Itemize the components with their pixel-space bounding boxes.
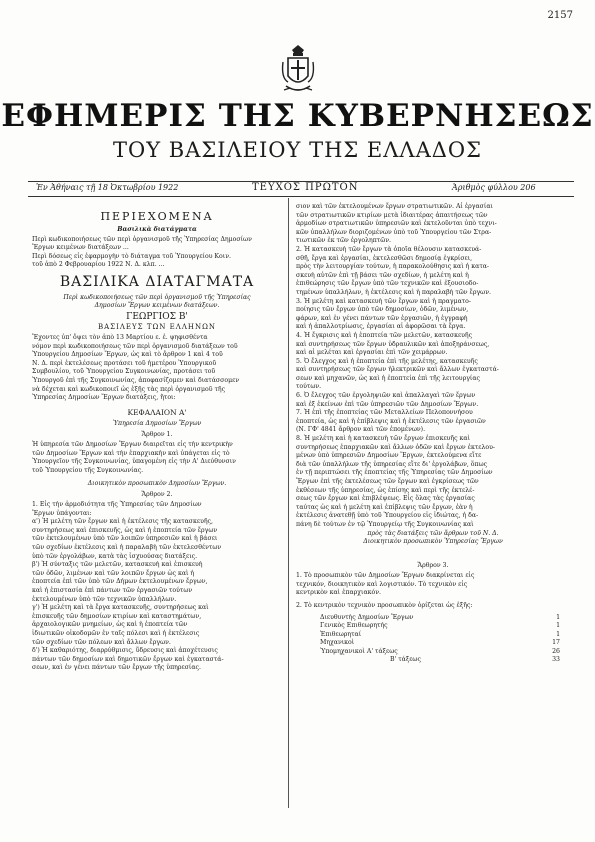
chapter-heading: ΚΕΦΑΛΑΙΟΝ Α' bbox=[127, 408, 187, 417]
text-line: Συμβουλίου, τοῦ Ὑπουργείου Συγκοινωνίας, προτάσει τοῦ bbox=[32, 368, 216, 376]
text-line: πάντων τῶν δημοσίων καὶ δημοτικῶν ἔργων καὶ ἐγκαταστά- bbox=[32, 655, 224, 663]
text-line: 6. Ὁ ἔλεγχος τῶν ἐργοληψιῶν καὶ ἀπαλλαγαὶ τῶν ἔργων bbox=[296, 392, 476, 400]
table-row bbox=[320, 648, 560, 656]
text-line: τημένων ὑπαλλήλων, ἡ ἐκτέλεσις καὶ ἡ παραλαβὴ τῶν ἔργων. bbox=[296, 288, 491, 296]
text-line: ἐκτέλεσις ἀνατεθῇ ὑπὸ τοῦ Ὑπουργείου εἰς ἰδιώτας, ἡ δα- bbox=[296, 512, 479, 520]
text-line: τῶν σχεδίων ἐκτέλεσις καὶ ἡ παραλαβὴ τῶν ἐκτελεσθέντων bbox=[32, 543, 222, 551]
table-row bbox=[320, 614, 560, 622]
royal-crest-icon bbox=[280, 44, 316, 96]
text-line: τιωτικῶν ἐκ τῶν ἐργοληπτῶν. bbox=[296, 237, 392, 245]
section-heading: Διοικητικὸν προσωπικὸν Δημοσίων Ἔργων. bbox=[87, 480, 227, 487]
king-name: ΓΕΩΡΓΙΟΣ Β' bbox=[126, 312, 188, 322]
text-line: σεως τῶν ἔργων καὶ ἐπιβλέψεως. Εἰς ὅλας τὰς ἐργασίας bbox=[296, 495, 475, 503]
text-line: Ὑπουργοῦ ἐπὶ τῆς Συγκοινωνίας, ἀποφασίζομεν καὶ διατάσσομεν bbox=[32, 376, 240, 384]
table-row bbox=[320, 639, 560, 647]
table-cell-label: Ἐπιθεωρηταί bbox=[320, 630, 362, 638]
decree-subject bbox=[32, 294, 282, 311]
text-line: τῶν σχεδίων τῶν πόλεων καὶ ἄλλων ἔργων. bbox=[32, 638, 171, 646]
contents-item: Ἔργων κειμένων διατάξεων ... bbox=[32, 244, 129, 252]
text-line: ποίησις τῶν ἔργων ὑπὸ τῶν δημοσίων, ὁδῶν, λιμένων, bbox=[296, 306, 469, 314]
text-line: τῶν Δημοσίων Ἔργων καὶ τὴν ἐπαρχιακὴν καὶ ὑπάγεται εἰς τὸ bbox=[32, 449, 230, 457]
text-line: ἁρμοδίων στρατιωτικῶν ὑπηρεσιῶν καὶ ἐκτελοῦνται ὑπὸ τεχνι- bbox=[296, 220, 497, 228]
text-line: τοῦ Ὑπουργείου τῆς Συγκοινωνίας. bbox=[32, 466, 144, 474]
newspaper-subtitle: ΤΟΥ ΒΑΣΙΛΕΙΟΥ ΤΗΣ ΕΛΛΑΔΟΣ bbox=[113, 138, 482, 162]
table-cell-label: Γενικὸς Επιθεωρητής bbox=[320, 622, 388, 630]
table-row bbox=[320, 622, 560, 630]
text-line: τούτων. bbox=[296, 383, 322, 391]
text-line: πάνη δὲ τούτων ἐν τῷ Ὑπουργείῳ τῆς Συγκοινωνίας καὶ bbox=[296, 520, 474, 528]
article-1-text bbox=[32, 441, 282, 475]
text-line: 2. Ἡ κατασκευὴ τῶν ἔργων τὰ ὁποῖα θέλουσιν κατασκευά- bbox=[296, 245, 482, 253]
text-line: ταύτας ὡς καὶ ἡ μελέτη καὶ ἐπίβλεψις τῶν ἔργων, ἐὰν ἡ bbox=[296, 503, 473, 511]
text-line: ἐπισκευῆς τῶν δημοσίων κτιρίων καὶ καταστημάτων, bbox=[32, 612, 202, 620]
table-cell-value: 33 bbox=[552, 656, 560, 664]
text-line: κῶν ὑπαλλήλων διοριζομένων ὑπὸ τοῦ Ὑπουργείου τῶν Στρα- bbox=[296, 228, 492, 236]
text-line: Ν. Δ. περὶ ἐκτελέσεως προτάσει τοῦ ἡμετέρου Ὑπουργικοῦ bbox=[32, 359, 217, 367]
text-line: ἐν τῇ περιπτώσει τῆς ἐποπτείας τῆς Ὑπηρεσίας τῶν Δημοσίων bbox=[296, 469, 493, 477]
king-title: ΒΑΣΙΛΕΥΣ ΤΩΝ ΕΛΛΗΝΩΝ bbox=[97, 323, 217, 331]
table-row bbox=[320, 656, 560, 664]
text-line: σεων καὶ μηχανῶν, ὡς καὶ ἡ ἐποπτεία ἐπὶ τῆς λειτουργίας bbox=[296, 374, 480, 382]
section-heading: πρὸς τὰς διατάξεις τῶν ἄρθρων τοῦ Ν. Δ. bbox=[367, 529, 499, 537]
text-line: Ἔχοντες ὑπ' ὄψει τὸν ἀπὸ 13 Μαρτίου ε. ἐ. ψηφισθέντα bbox=[32, 334, 208, 341]
table-cell-value: 26 bbox=[552, 647, 560, 655]
text-line: καὶ συντηρήσεως τῶν ἔργων ὑδραυλικῶν καὶ ἀποξηράνσεως, bbox=[296, 340, 490, 348]
text-line: 8. Ἡ μελέτη καὶ ἡ κατασκευὴ τῶν ἔργων ἐπισκευῆς καὶ bbox=[296, 435, 471, 443]
text-line: 4. Ἡ ἔγκρισις καὶ ἡ ἐποπτεία τῶν μελετῶν, κατασκευῆς bbox=[296, 331, 473, 339]
text-line: δ') Ἡ καθαριότης, διαρρύθμισις, ὕδρευσις καὶ ἀποχέτευσις bbox=[32, 647, 218, 655]
text-line: ἐποπτεία ἐπὶ τῶν ὑπὸ τῶν Δήμων ἐκτελουμένων ἔργων, bbox=[32, 578, 208, 586]
text-line: ἰδιωτικῶν οἰκοδομῶν ἐν ταῖς πόλεσι καὶ ἡ ἐκτέλεσις bbox=[32, 629, 200, 637]
text-line: Ἔργων ἐπὶ τῆς ἐκτελέσεως τῶν ἔργων καὶ ἐγκρίσεως τῶν bbox=[296, 478, 479, 485]
right-column-text bbox=[296, 203, 570, 547]
text-line: ἀρχαιολογικῶν μνημείων, ὡς καὶ ἡ ἐποπτεία τῶν bbox=[32, 621, 188, 629]
dateline: Ἐν Ἀθήναις τῇ 18 Ὀκτωβρίου 1922 bbox=[36, 183, 179, 192]
table-cell-label: Διευθυντὴς Δημοσίων Ἔργων bbox=[320, 614, 414, 621]
text-line: ὑπὸ τῶν ἐργολάβων, κατὰ τὰς ἰσχυούσας διατάξεις. bbox=[32, 552, 198, 560]
text-line: 5. Ὁ ἔλεγχος καὶ ἡ ἐποπτεία ἐπὶ τῆς μελέτης, κατασκευῆς bbox=[296, 357, 478, 365]
chapter-title: Ὑπηρεσία Δημοσίων Ἔργων bbox=[112, 420, 202, 427]
text-line: τῶν ἐκτελουμένων ὑπὸ τῶν λοιπῶν ὑπηρεσιῶν καὶ ἡ βάσει bbox=[32, 535, 218, 543]
table-cell-value: 1 bbox=[556, 630, 560, 638]
contents-heading: ΠΕΡΙΕΧΟΜΕΝΑ bbox=[100, 210, 214, 223]
masthead-rule-bottom bbox=[28, 196, 574, 197]
sheet-number: Ἀριθμὸς φύλλου 206 bbox=[452, 183, 536, 192]
decree-subject-line: Περὶ κωδικοποιήσεως τῶν περὶ ὀργανισμοῦ τῆς Ὑπηρεσίας bbox=[63, 294, 251, 301]
text-line: γ') Ἡ μελέτη καὶ τὰ ἔργα κατασκευῆς, συντηρήσεως καὶ bbox=[32, 604, 209, 612]
text-line: ἐκτελουμένων ὑπὸ τῶν τεχνικῶν ὑπαλλήλων. bbox=[32, 595, 177, 603]
table-cell-value: 17 bbox=[552, 639, 560, 647]
text-line: σεων, καὶ ἐν γένει πάντων τῶν ἔργων τῆς ὑπηρεσίας. bbox=[32, 664, 201, 672]
decree-preamble bbox=[32, 334, 282, 403]
text-line: τῶν στρατιωτικῶν κτιρίων μετὰ ἰδιαιτέρας ἀπαιτήσεως τῶν bbox=[296, 211, 488, 219]
issue-label: ΤΕΥΧΟΣ ΠΡΩΤΟΝ bbox=[252, 182, 359, 193]
text-line: νὰ δέχεται καὶ κωδικοποιεῖ ὡς ἑξῆς τὰς περὶ ὀργανισμοῦ τῆς bbox=[32, 385, 226, 393]
text-line: 3. Ἡ μελέτη καὶ κατασκευὴ τῶν ἔργων καὶ ἡ πραγματο- bbox=[296, 297, 472, 305]
newspaper-masthead: ΕΦΗΜΕΡΙΣ ΤΗΣ ΚΥΒΕΡΝΗΣΕΩΣ bbox=[1, 98, 594, 134]
text-line: καὶ ἡ ἀπαλλοτρίωσις, ἐργασίαι αἱ ἀφορῶσαι τὰ ἔργα. bbox=[296, 323, 466, 331]
text-line: β') Ἡ σύνταξις τῶν μελετῶν, κατασκευὴ καὶ ἐπισκευὴ bbox=[32, 561, 203, 569]
text-line: τῶν ὁδῶν, λιμένων καὶ τῶν λοιπῶν ἔργων ὡς καὶ ἡ bbox=[32, 569, 195, 577]
section-heading: Διοικητικὸν προσωπικὸν Ὑπηρεσίας Ἔργων bbox=[363, 538, 503, 546]
text-line: Ὑπουργείου Δημοσίων Ἔργων, ὡς καὶ τὸ ἄρθρον 1 καὶ 4 τοῦ bbox=[32, 351, 223, 359]
text-line: σιον καὶ τῶν ἐκτελουμένων ἔργων στρατιωτικῶν. Αἱ ἐργασίαι bbox=[296, 203, 493, 210]
decree-subject-line: Δημοσίων Ἔργων κειμένων διατάξεων. bbox=[94, 302, 220, 310]
column-divider bbox=[288, 198, 289, 808]
text-line: νόμον περὶ κωδικοποιήσεως τῶν περὶ ὀργανισμοῦ διατάξεων τοῦ bbox=[32, 342, 238, 350]
text-line: καὶ ἐξ ἐκείνων ἐπὶ τῶν ὑπηρεσιῶν τῶν Δημοσίων Ἔργων. bbox=[296, 400, 479, 408]
article-3-text bbox=[296, 572, 570, 598]
table-cell-value: 1 bbox=[556, 622, 560, 630]
text-line: 1. Τὸ προσωπικὸν τῶν Δημοσίων Ἔργων διακρίνεται εἰς bbox=[296, 572, 475, 579]
article-2-heading: Ἄρθρον 2. bbox=[141, 491, 173, 498]
table-cell-label: Β' τάξεως bbox=[390, 656, 421, 664]
text-line: κεντρικὸν καὶ ἐπαρχιακόν. bbox=[296, 589, 381, 597]
text-line: τεχνικόν, διοικητικὸν καὶ λογιστικόν. Τὸ τεχνικὸν εἰς bbox=[296, 580, 468, 588]
staff-table bbox=[320, 614, 560, 664]
text-line: καὶ ἡ ἐπιστασία ἐπὶ πάντων τῶν ἐργασιῶν τούτων bbox=[32, 586, 193, 594]
text-line: καὶ συντηρήσεως τῶν ἔργων ἠλεκτρικῶν καὶ ἄλλων ἐγκαταστά- bbox=[296, 366, 499, 374]
text-line: 7. Ἡ ἐπὶ τῆς ἐποπτείας τῶν Μεταλλείων Πελοποννήσου bbox=[296, 409, 473, 417]
contents-list bbox=[32, 236, 282, 270]
text-line: ἐπιθεώρησις τῶν ἔργων ὑπὸ τῶν τεχνικῶν καὶ ἐξουσιοδο- bbox=[296, 280, 479, 288]
text-line: ἐκθέσεων τῆς ὑπηρεσίας, ὡς ἐπίσης καὶ περὶ τῆς ἐκτελέ- bbox=[296, 486, 475, 494]
contents-item: Περὶ δόσεως εἰς ἐφαρμογὴν τὸ διάταγμα τοῦ Ὑπουργείου Κοιν. bbox=[32, 252, 231, 260]
text-line: συντηρήσεως ἐπαρχιακῶν καὶ ἄλλων ὁδῶν καὶ ἔργων ἐκτελου- bbox=[296, 443, 495, 451]
text-line: ἐποπτεία, ὡς καὶ ἡ ἐπίβλεψις καὶ ἡ ἐκτέλεσις τῶν ἐργασιῶν bbox=[296, 417, 486, 425]
contents-subheading: Βασιλικὰ διατάγματα bbox=[117, 226, 197, 233]
article-3-heading: Ἄρθρον 3. bbox=[417, 562, 449, 569]
article-1-heading: Ἄρθρον 1. bbox=[141, 431, 173, 438]
text-line: σκευὴ αὐτῶν ἐπὶ τῇ βάσει τῶν σχεδίων, ἡ μελέτη καὶ ἡ bbox=[296, 271, 469, 279]
text-line: πρὸς τὴν λειτουργίαν τούτων, ἡ παρακολούθησις καὶ ἡ κατα- bbox=[296, 263, 490, 271]
text-line: μένων ὑπὸ ὑπηρεσιῶν Δημοσίων Ἔργων, ἐκτελούμενα εἴτε bbox=[296, 452, 482, 460]
text-line: Ἔργων ὑπάγονται: bbox=[32, 509, 92, 517]
text-line: καὶ αἱ μελέται καὶ ἐργασίαι ἐπὶ τῶν χειμάρρων. bbox=[296, 349, 448, 357]
text-line: α') Ἡ μελέτη τῶν ἔργων καὶ ἡ ἐκτέλεσις τῆς κατασκευῆς, bbox=[32, 518, 213, 526]
table-cell-label: Μηχανικοὶ bbox=[320, 639, 355, 647]
text-line: συντηρήσεως καὶ ἐπισκευῆς, ὡς καὶ ἡ ἐποπτεία τῶν ἔργων bbox=[32, 526, 218, 534]
text-line: σθῆ, ἔργα καὶ ἐργασίαι, ἐκτελεσθῶσι δημοσίᾳ ἐγκρίσει, bbox=[296, 254, 473, 262]
page-number: 2157 bbox=[547, 10, 573, 21]
text-line: διὰ τῶν ὑπαλλήλων τῆς ὑπηρεσίας εἴτε δι' ἐργολάβων, ὅπως bbox=[296, 460, 488, 468]
text-line: Ἡ ὑπηρεσία τῶν Δημοσίων Ἔργων διαιρεῖται εἰς τὴν κεντρικὴν bbox=[32, 441, 233, 448]
text-line: 1. Εἰς τὴν ἁρμοδιότητα τῆς Ὑπηρεσίας τῶν Δημοσίων bbox=[32, 501, 202, 508]
text-line: Ὑπουργεῖον τῆς Συγκοινωνίας, ὑπαγομένη εἰς τὴν Α' Διεύθυνσιν bbox=[32, 458, 236, 466]
staff-table-intro: 2. Τὸ κεντρικὸν τεχνικὸν προσωπικὸν ὁρίζεται ὡς ἑξῆς: bbox=[296, 602, 473, 609]
decrees-heading: ΒΑΣΙΛΙΚΑ ΔΙΑΤΑΓΜΑΤΑ bbox=[59, 274, 255, 290]
article-2-text bbox=[32, 501, 282, 673]
text-line: Ὑπηρεσίας Δημοσίων Ἔργων διατάξεις, ἤτοι: bbox=[32, 394, 176, 402]
text-line: (Ν. ΓΦ' 4841 ἄρθρον καὶ τῶν ἐπομένων). bbox=[296, 426, 426, 434]
contents-item: Περὶ κωδικοποιήσεως τῶν περὶ ὀργανισμοῦ τῆς Ὑπηρεσίας Δημοσίων bbox=[32, 236, 252, 243]
table-row bbox=[320, 631, 560, 639]
contents-item: τοῦ ἀπὸ 2 Φεβρουαρίου 1922 Ν. Δ. κλπ. ... bbox=[32, 261, 165, 269]
table-cell-label: Ὑπομηχανικοὶ Α' τάξεως bbox=[320, 647, 398, 655]
text-line: φάρων, καὶ ἐν γένει πάντων τῶν ἐργασιῶν, ἡ ἐγγραφὴ bbox=[296, 314, 468, 322]
table-cell-value: 1 bbox=[556, 614, 560, 621]
